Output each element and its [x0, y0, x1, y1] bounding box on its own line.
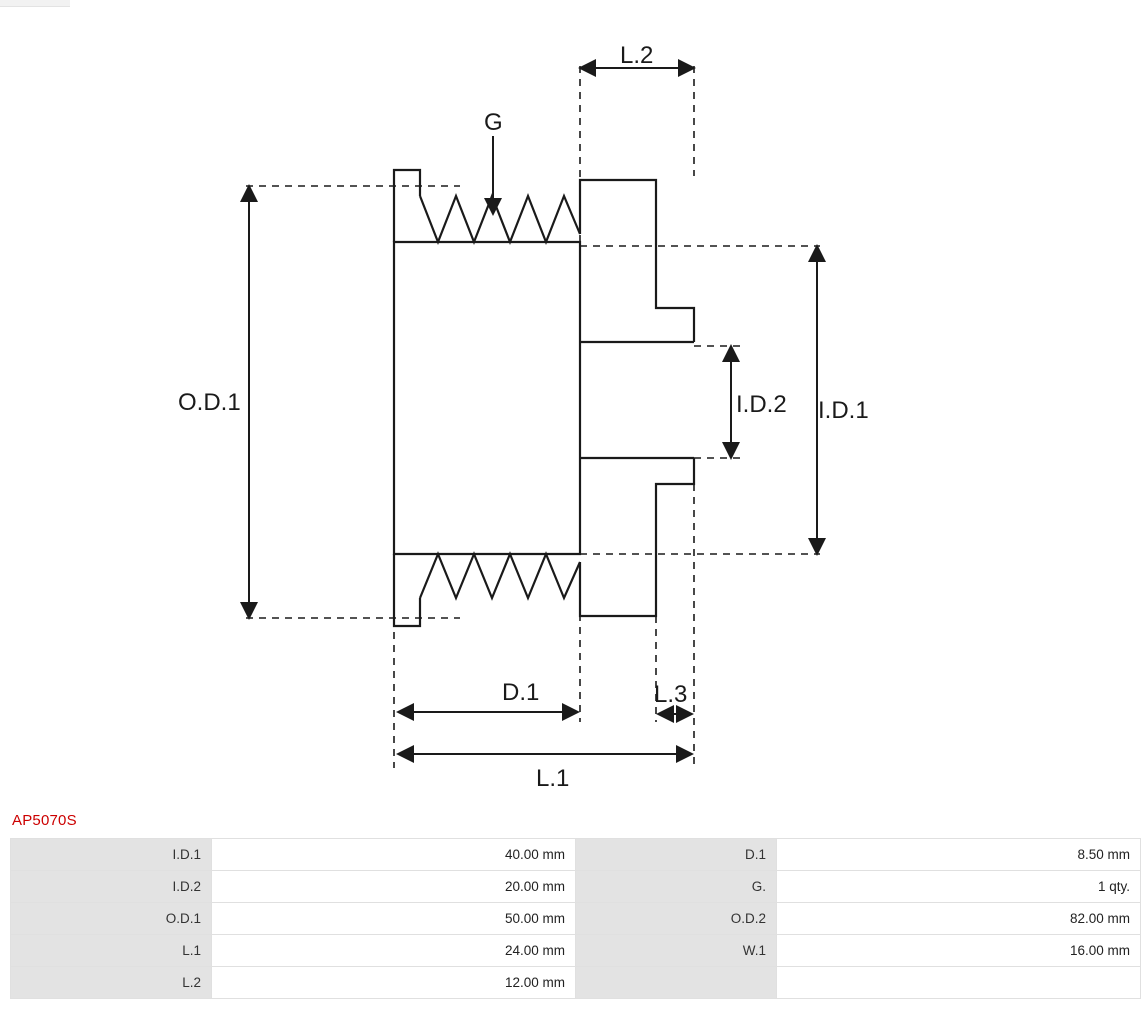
label-id1: I.D.1 — [818, 397, 869, 424]
dimension-arrows — [249, 68, 817, 754]
construction-lines — [246, 66, 820, 768]
dimension-labels — [178, 42, 869, 792]
label-g: G — [484, 109, 503, 136]
spec-label: O.D.2 — [576, 903, 777, 935]
label-l3: L.3 — [654, 681, 688, 708]
spec-label: W.1 — [576, 935, 777, 967]
spec-label: G. — [576, 871, 777, 903]
spec-label: I.D.2 — [11, 871, 212, 903]
spec-label-empty — [576, 967, 777, 999]
table-row — [11, 967, 1141, 999]
spec-value: 50.00 mm — [212, 903, 576, 935]
spec-value: 8.50 mm — [777, 839, 1141, 871]
spec-value: 16.00 mm — [777, 935, 1141, 967]
table-row — [11, 903, 1141, 935]
label-l2: L.2 — [620, 42, 654, 69]
part-code: AP5070S — [12, 812, 77, 829]
spec-table-body — [11, 839, 1141, 999]
specification-table — [10, 838, 1141, 999]
spec-label: L.1 — [11, 935, 212, 967]
spec-value: 1 qty. — [777, 871, 1141, 903]
table-row — [11, 871, 1141, 903]
spec-value-empty — [777, 967, 1141, 999]
spec-label: D.1 — [576, 839, 777, 871]
spec-value: 12.00 mm — [212, 967, 576, 999]
spec-label: O.D.1 — [11, 903, 212, 935]
label-od1: O.D.1 — [178, 389, 241, 416]
spec-value: 20.00 mm — [212, 871, 576, 903]
label-id2: I.D.2 — [736, 391, 787, 418]
spec-label: I.D.1 — [11, 839, 212, 871]
technical-drawing — [0, 6, 1066, 796]
pulley-outline — [394, 170, 694, 626]
table-row — [11, 839, 1141, 871]
spec-value: 40.00 mm — [212, 839, 576, 871]
label-d1: D.1 — [502, 679, 540, 706]
spec-label: L.2 — [11, 967, 212, 999]
drawing-canvas — [0, 6, 1066, 796]
label-l1: L.1 — [536, 765, 570, 792]
spec-value: 24.00 mm — [212, 935, 576, 967]
spec-value: 82.00 mm — [777, 903, 1141, 935]
table-row — [11, 935, 1141, 967]
